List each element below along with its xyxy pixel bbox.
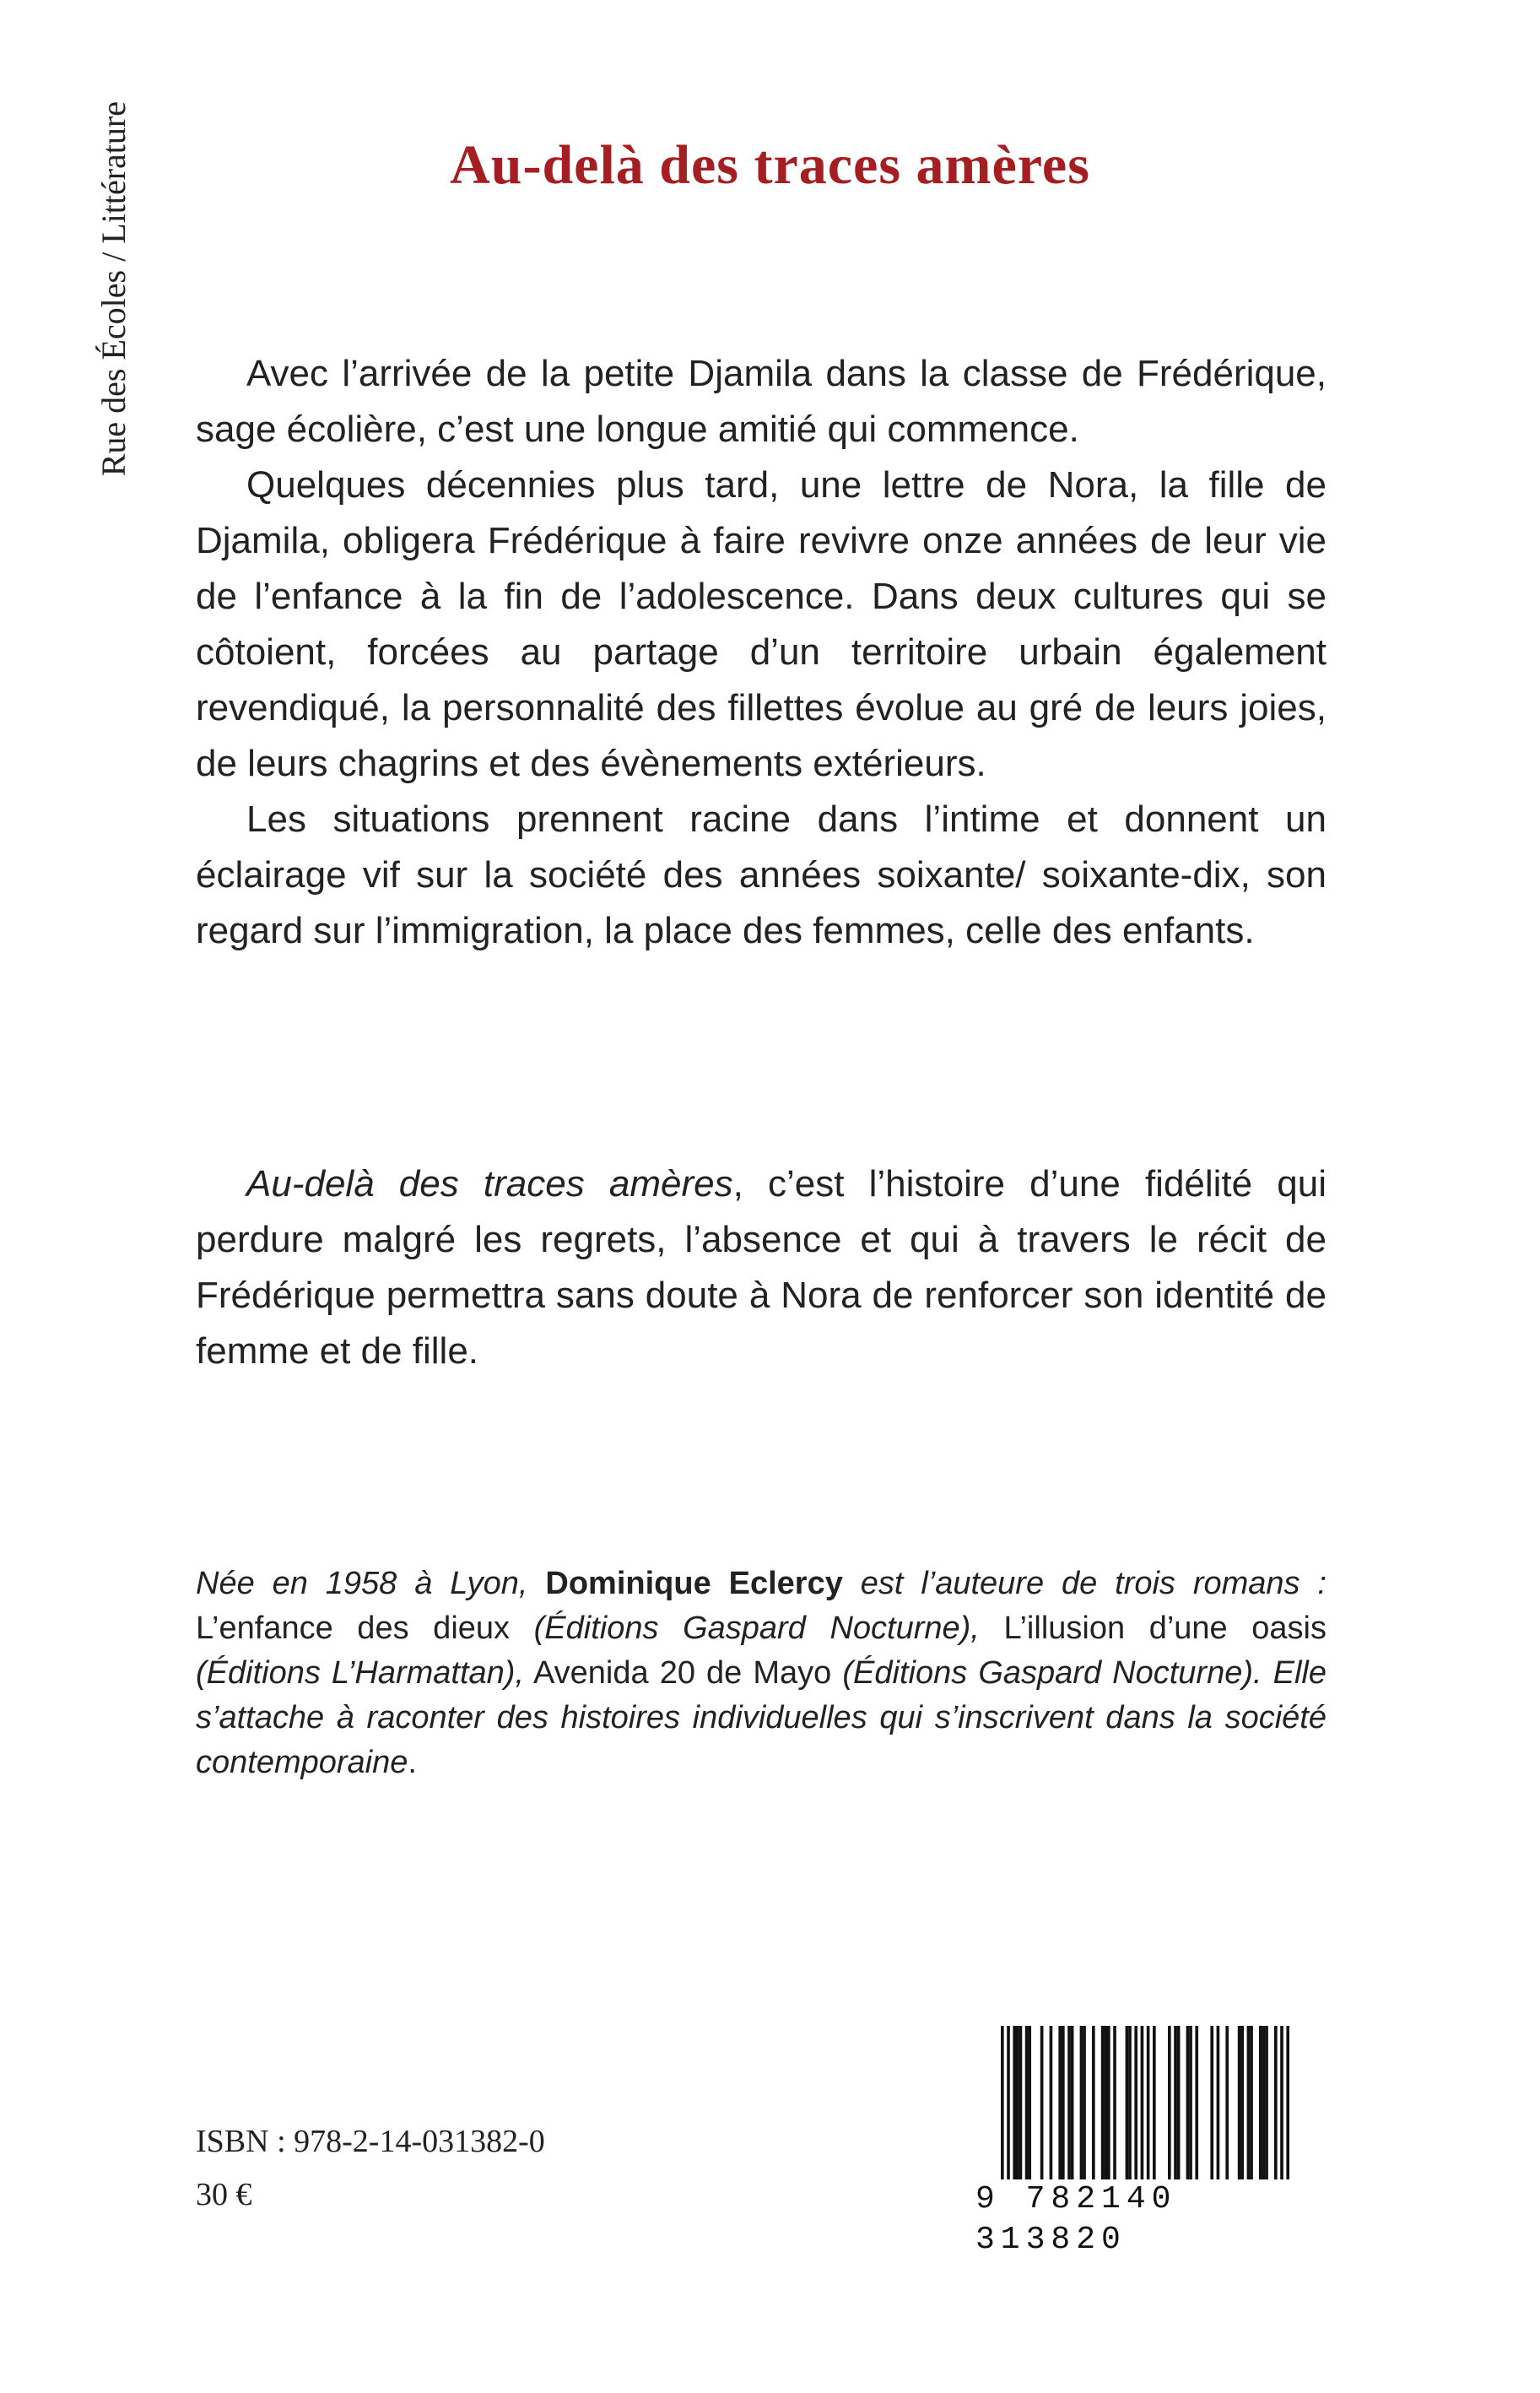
barcode-bar (1259, 2026, 1262, 2179)
barcode-bar (1147, 2026, 1150, 2179)
barcode-bar (1247, 2026, 1251, 2179)
bio-end-period: . (408, 1745, 417, 1780)
barcode-bar (1067, 2026, 1071, 2179)
barcode-bar (1040, 2026, 1044, 2179)
barcode-bar (1195, 2026, 1198, 2179)
summary-paragraph: Avec l’arrivée de la petite Djamila dans la classe de Frédérique, sage écolière, c’est une longue amitié qui commence. (196, 353, 1327, 450)
barcode-bar (1104, 2026, 1107, 2179)
author-name: Dominique Eclercy (545, 1566, 843, 1601)
barcode-bar (1107, 2026, 1110, 2179)
book-title-3: Avenida 20 de Mayo (524, 1655, 843, 1691)
barcode-bar (1168, 2026, 1171, 2179)
closing-title-italic: Au-delà des traces amères (246, 1163, 733, 1205)
isbn-number: ISBN : 978-2-14-031382-0 (196, 2124, 545, 2159)
closing-text (196, 1156, 1327, 1379)
barcode-bar (1028, 2026, 1031, 2179)
barcode-bar (1071, 2026, 1074, 2179)
bio-author-of: est l’auteure de trois romans : (842, 1566, 1327, 1601)
barcode-bar (1128, 2026, 1132, 2179)
summary-text (196, 346, 1327, 959)
barcode-bar (1153, 2026, 1156, 2179)
barcode-bar (1177, 2026, 1181, 2179)
book-publisher-3-and-bio-end: (Éditions Gaspard Nocturne). Elle s’attache à raconter des histoires individuelles qui s’inscrivent dans la société contemporaine (196, 1655, 1327, 1780)
barcode-bar (1013, 2026, 1016, 2179)
barcode-bar (1050, 2026, 1053, 2179)
barcode-bars (1001, 2026, 1289, 2179)
closing-paragraph (196, 1156, 1327, 1379)
barcode-digits: 9 782140 313820 (975, 2181, 1177, 2258)
barcode-bar (1225, 2026, 1229, 2179)
barcode-bar (1101, 2026, 1105, 2179)
barcode-bar (1186, 2026, 1190, 2179)
barcode (969, 2009, 1323, 2258)
barcode-bar (1274, 2026, 1278, 2179)
closing-sentence: , c’est l’histoire d’une fidélité qui perdure malgré les regrets, l’absence et qui à travers le récit de Frédérique permettra sans doute à Nora de renforcer son identité de femme et de fille. (196, 1163, 1327, 1372)
barcode-bar (1286, 2026, 1289, 2179)
author-bio (196, 1562, 1327, 1785)
summary-paragraph: Quelques décennies plus tard, une lettre de Nora, la fille de Djamila, obligera Frédérique à faire revivre onze années de leur vie de l’enfance à la fin de l’adolescence. Dans deux cultures qui se côtoient, forcées au partage d’un territoire urbain également revendiqué, la personnalité des fillettes évolue au gré de leurs joies, de leurs chagrins et des évènements extérieurs. (196, 464, 1327, 784)
book-title: Au-delà des traces amères (450, 134, 1090, 196)
summary-paragraph: Les situations prennent racine dans l’intime et donnent un éclairage vif sur la société des années soixante/ soixante-dix, son regard sur l’immigration, la place des femmes, celle des enfants. (196, 799, 1327, 951)
barcode-bar (1016, 2026, 1019, 2179)
book-title-2: L’illusion d’une oasis (979, 1611, 1327, 1646)
barcode-bar (1262, 2026, 1266, 2179)
book-title-1: L’enfance des dieux (196, 1611, 534, 1646)
barcode-bar (1217, 2026, 1220, 2179)
barcode-bar (1001, 2026, 1004, 2179)
book-publisher-1: (Éditions Gaspard Nocturne), (533, 1611, 980, 1646)
barcode-bar (1025, 2026, 1029, 2179)
barcode-bar (1189, 2026, 1192, 2179)
barcode-bar (1280, 2026, 1283, 2179)
barcode-bar (1238, 2026, 1241, 2179)
barcode-bar (1019, 2026, 1023, 2179)
barcode-bar (1058, 2026, 1062, 2179)
price: 30 € (196, 2177, 252, 2212)
barcode-bar (1062, 2026, 1065, 2179)
barcode-bar (1134, 2026, 1137, 2179)
bio-intro: Née en 1958 à Lyon, (196, 1566, 546, 1601)
barcode-bar (1265, 2026, 1268, 2179)
barcode-bar (1092, 2026, 1095, 2179)
barcode-bar (1007, 2026, 1010, 2179)
book-publisher-2: (Éditions L’Harmattan), (196, 1655, 525, 1691)
barcode-bar (1080, 2026, 1083, 2179)
barcode-bar (1113, 2026, 1116, 2179)
barcode-bar (1083, 2026, 1086, 2179)
barcode-bar (1126, 2026, 1129, 2179)
barcode-bar (1141, 2026, 1144, 2179)
barcode-bar (1250, 2026, 1253, 2179)
barcode-bar (1174, 2026, 1177, 2179)
barcode-bar (1240, 2026, 1244, 2179)
spine-text: Rue des Écoles / Littérature (95, 101, 132, 477)
barcode-bar (1210, 2026, 1213, 2179)
